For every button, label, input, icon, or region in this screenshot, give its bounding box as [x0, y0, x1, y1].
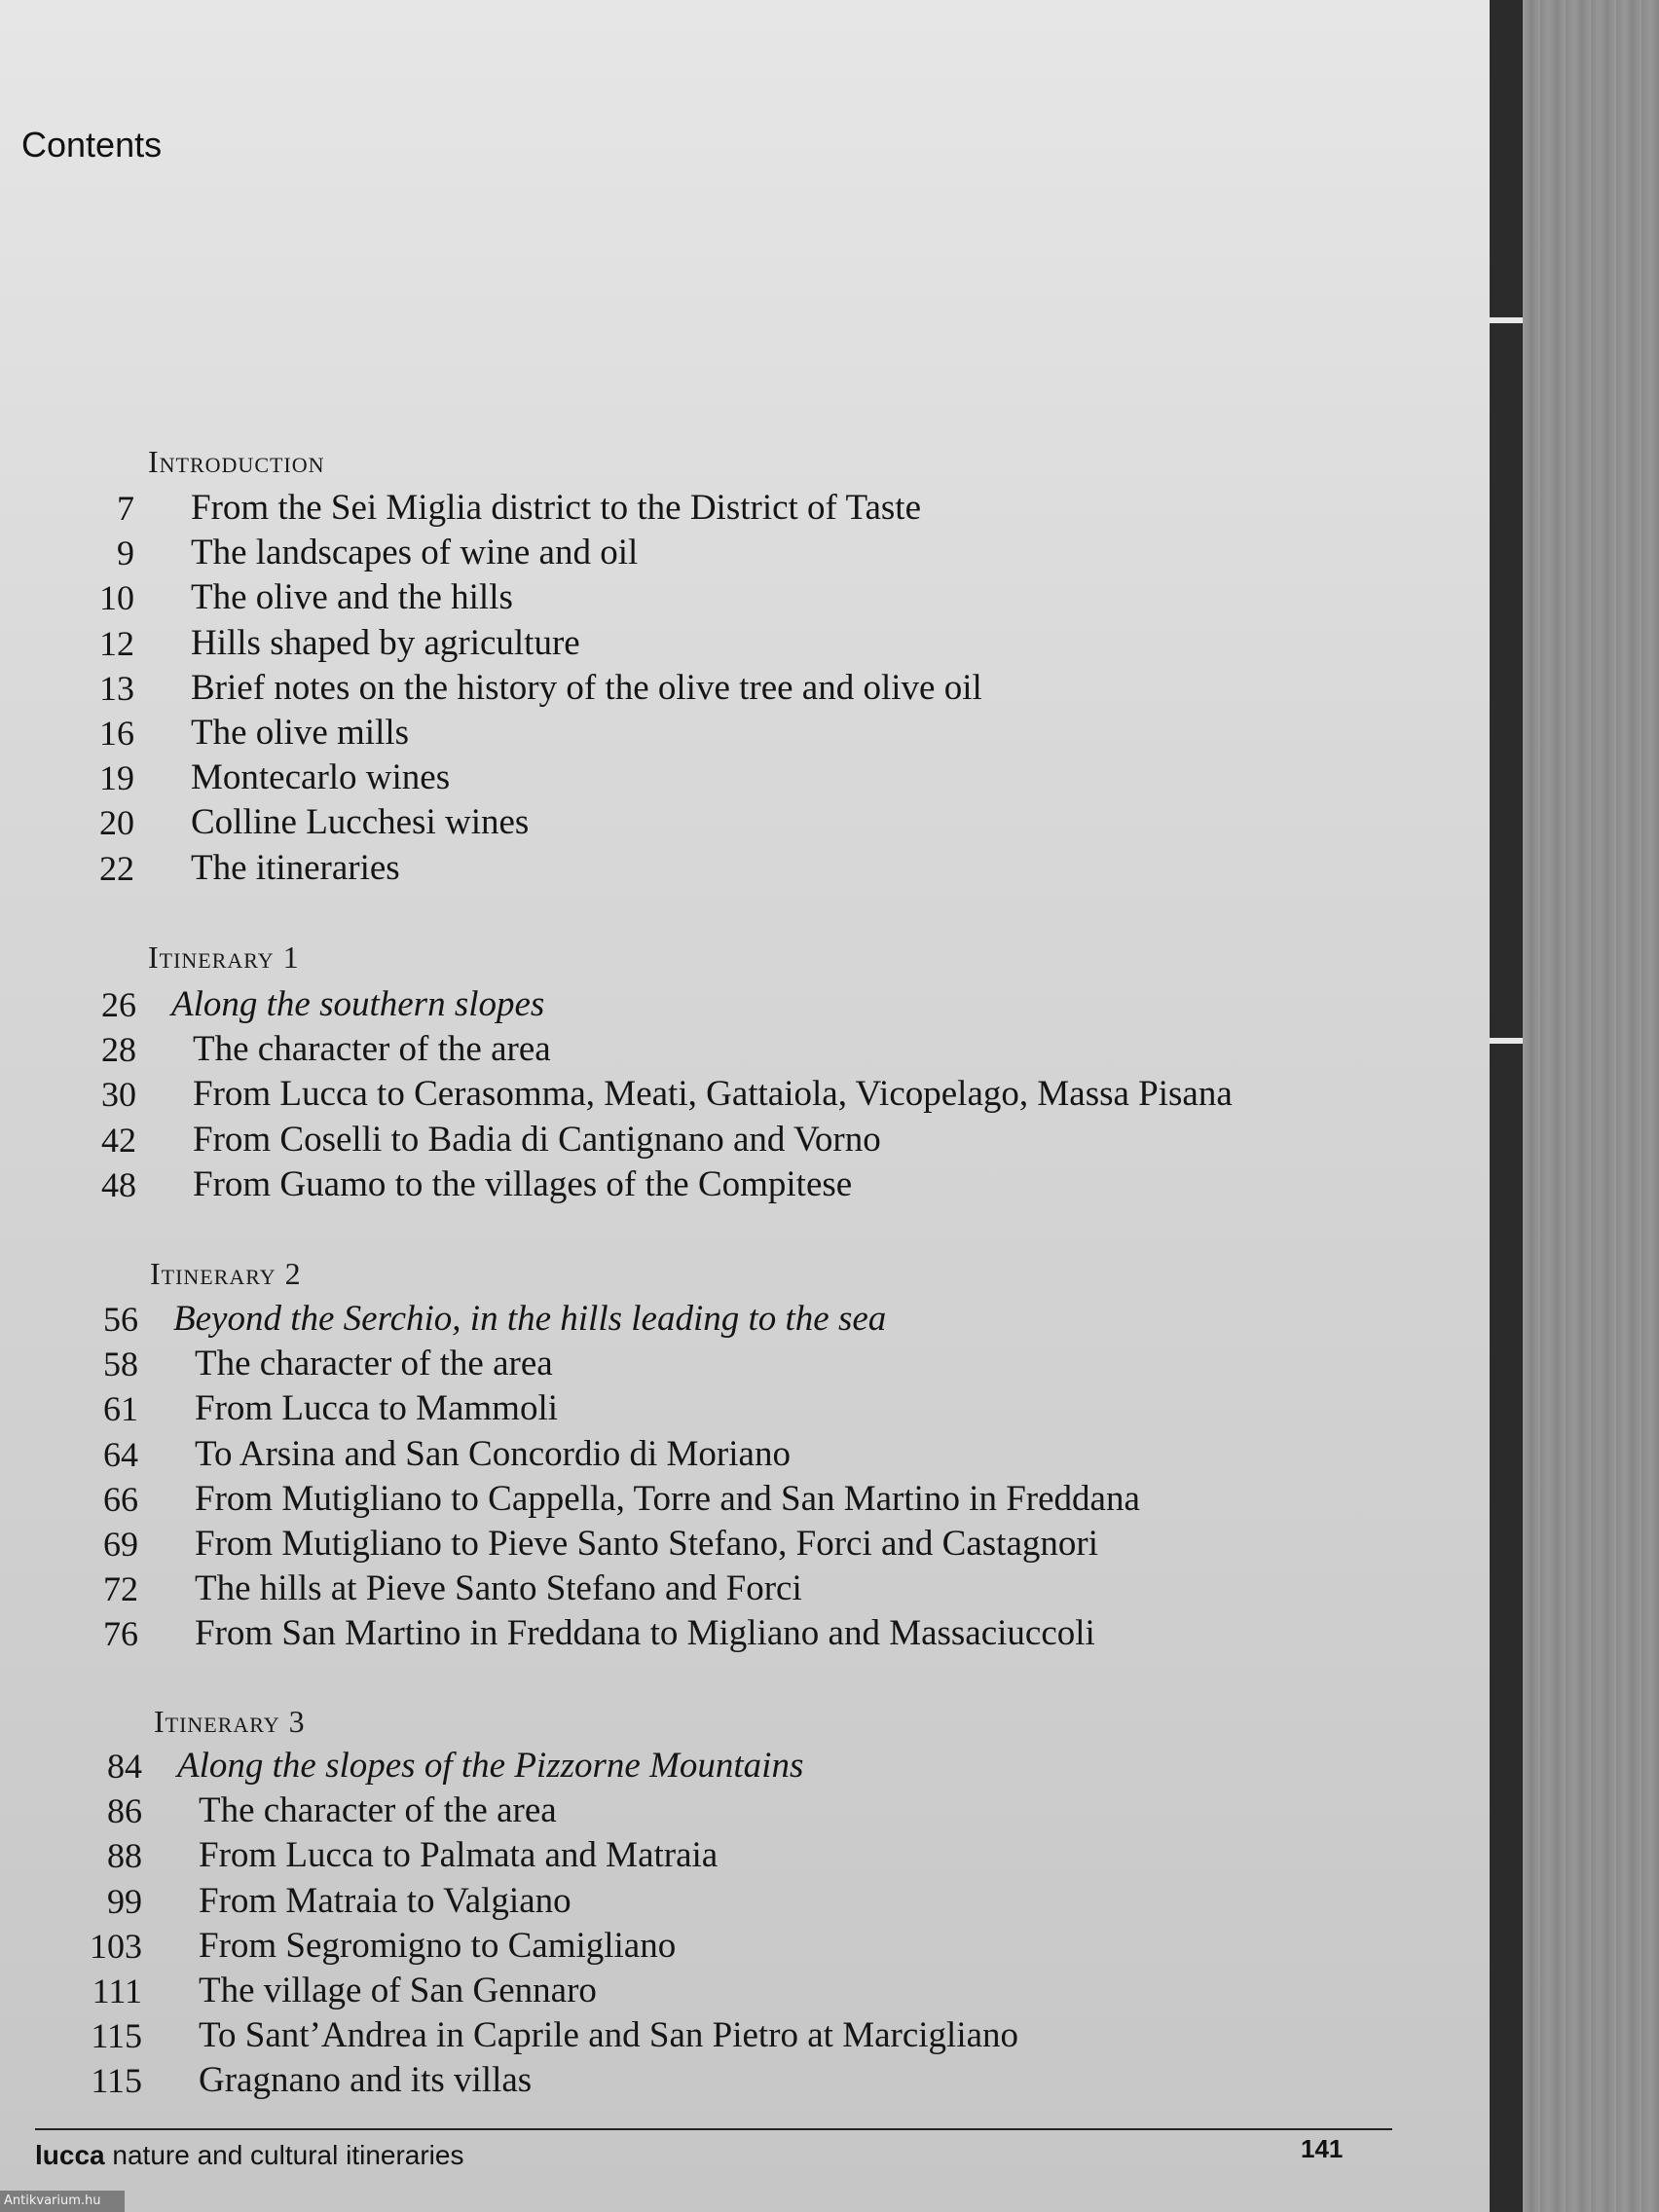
page-number: 141	[1301, 2134, 1344, 2163]
toc-page-number: 48	[101, 1165, 136, 1204]
toc-page-number: 115	[91, 2061, 142, 2100]
toc-section-subtitle: Beyond the Serchio, in the hills leading to the sea	[173, 1299, 887, 1339]
toc-page-number: 115	[91, 2016, 142, 2055]
toc-entry-title: To Arsina and San Concordio di Moriano	[195, 1434, 791, 1474]
toc-page-number: 86	[107, 1791, 142, 1830]
toc-page-number: 19	[99, 758, 134, 797]
toc-page-number: 66	[103, 1480, 138, 1519]
toc-entry-title: From Segromigno to Camigliano	[199, 1926, 677, 1966]
footer-brand	[35, 2140, 463, 2171]
toc-entry-title: To Sant’Andrea in Caprile and San Pietro at Marcigliano	[199, 2015, 1019, 2055]
toc-entry-title: Gragnano and its villas	[199, 2060, 533, 2100]
section-heading: Itinerary 3	[154, 1704, 306, 1739]
toc-page-number: 103	[90, 1927, 142, 1966]
toc-entry-title: From Matraia to Valgiano	[199, 1881, 571, 1921]
toc-page-number: 76	[103, 1614, 138, 1653]
toc-entry-title: From Mutigliano to Cappella, Torre and San Martino in Freddana	[195, 1479, 1140, 1519]
toc-entry-title: The itineraries	[191, 848, 400, 888]
toc-page-number: 13	[99, 669, 134, 708]
footer-divider	[35, 2128, 1392, 2130]
toc-page-number: 84	[107, 1747, 142, 1786]
toc-page-number: 58	[103, 1345, 138, 1383]
toc-entry-title: From Lucca to Mammoli	[195, 1388, 559, 1428]
toc-section-subtitle: Along the slopes of the Pizzorne Mountains	[177, 1746, 804, 1786]
footer-subtitle: nature and cultural itineraries	[112, 2140, 464, 2170]
section-heading: Itinerary 1	[148, 940, 300, 975]
toc-entry-title: From the Sei Miglia district to the District of Taste	[191, 488, 921, 528]
toc-entry-title: Montecarlo wines	[191, 757, 451, 797]
binding-mark	[1490, 1038, 1523, 1044]
toc-page-number: 7	[117, 489, 134, 528]
toc-entry-title: The character of the area	[199, 1790, 557, 1830]
toc-entry-title: The olive mills	[191, 713, 410, 753]
toc-page-number: 88	[107, 1836, 142, 1875]
toc-entry-title: The olive and the hills	[191, 577, 513, 617]
toc-entry-title: From Lucca to Cerasomma, Meati, Gattaiola, Vicopelago, Massa Pisana	[193, 1074, 1233, 1114]
page-title: Contents	[21, 125, 163, 165]
toc-page-number: 42	[101, 1121, 136, 1160]
toc-page-number: 16	[99, 714, 134, 753]
toc-entry-title: Hills shaped by agriculture	[191, 623, 580, 663]
book-binding	[1488, 0, 1523, 2212]
toc-page-number: 28	[101, 1030, 136, 1069]
toc-entry-title: The landscapes of wine and oil	[191, 533, 639, 572]
toc-entry-title: Colline Lucchesi wines	[191, 802, 530, 842]
toc-entry-title: From Coselli to Badia di Cantignano and Vorno	[193, 1120, 881, 1160]
toc-page-number: 26	[101, 985, 136, 1024]
toc-entry-title: From Guamo to the villages of the Compitese	[193, 1164, 853, 1204]
toc-entry-title: The hills at Pieve Santo Stefano and Forci	[195, 1568, 802, 1608]
toc-page-number: 69	[103, 1525, 138, 1564]
toc-entry-title: The character of the area	[193, 1029, 551, 1069]
toc-page-number: 12	[99, 624, 134, 663]
toc-page-number: 22	[99, 849, 134, 888]
toc-entry-title: From Lucca to Palmata and Matraia	[199, 1835, 719, 1875]
section-heading: Itinerary 2	[150, 1256, 302, 1291]
toc-entry-title: From Mutigliano to Pieve Santo Stefano, Forci and Castagnori	[195, 1524, 1098, 1564]
toc-page-number: 56	[103, 1300, 138, 1339]
toc-page-number: 20	[99, 803, 134, 842]
toc-page-number: 64	[103, 1435, 138, 1474]
binding-mark	[1490, 317, 1523, 323]
toc-page-number: 9	[117, 534, 134, 572]
toc-page-number: 30	[101, 1075, 136, 1114]
toc-page-number: 72	[103, 1569, 138, 1608]
toc-entry-title: The character of the area	[195, 1344, 553, 1383]
footer-brand-name: lucca	[35, 2140, 105, 2170]
toc-entry-title: The village of San Gennaro	[199, 1971, 597, 2010]
toc-entry-title: Brief notes on the history of the olive tree and olive oil	[191, 668, 982, 708]
watermark-label: Antikvarium.hu	[0, 2191, 125, 2212]
toc-entry-title: From San Martino in Freddana to Migliano and Massaciuccoli	[195, 1613, 1095, 1653]
toc-page-number: 99	[107, 1882, 142, 1921]
toc-section-subtitle: Along the southern slopes	[171, 984, 545, 1024]
toc-page-number: 111	[92, 1972, 142, 2010]
toc-page-number: 10	[99, 578, 134, 617]
toc-page-number: 61	[103, 1389, 138, 1428]
section-heading: Introduction	[148, 444, 325, 479]
